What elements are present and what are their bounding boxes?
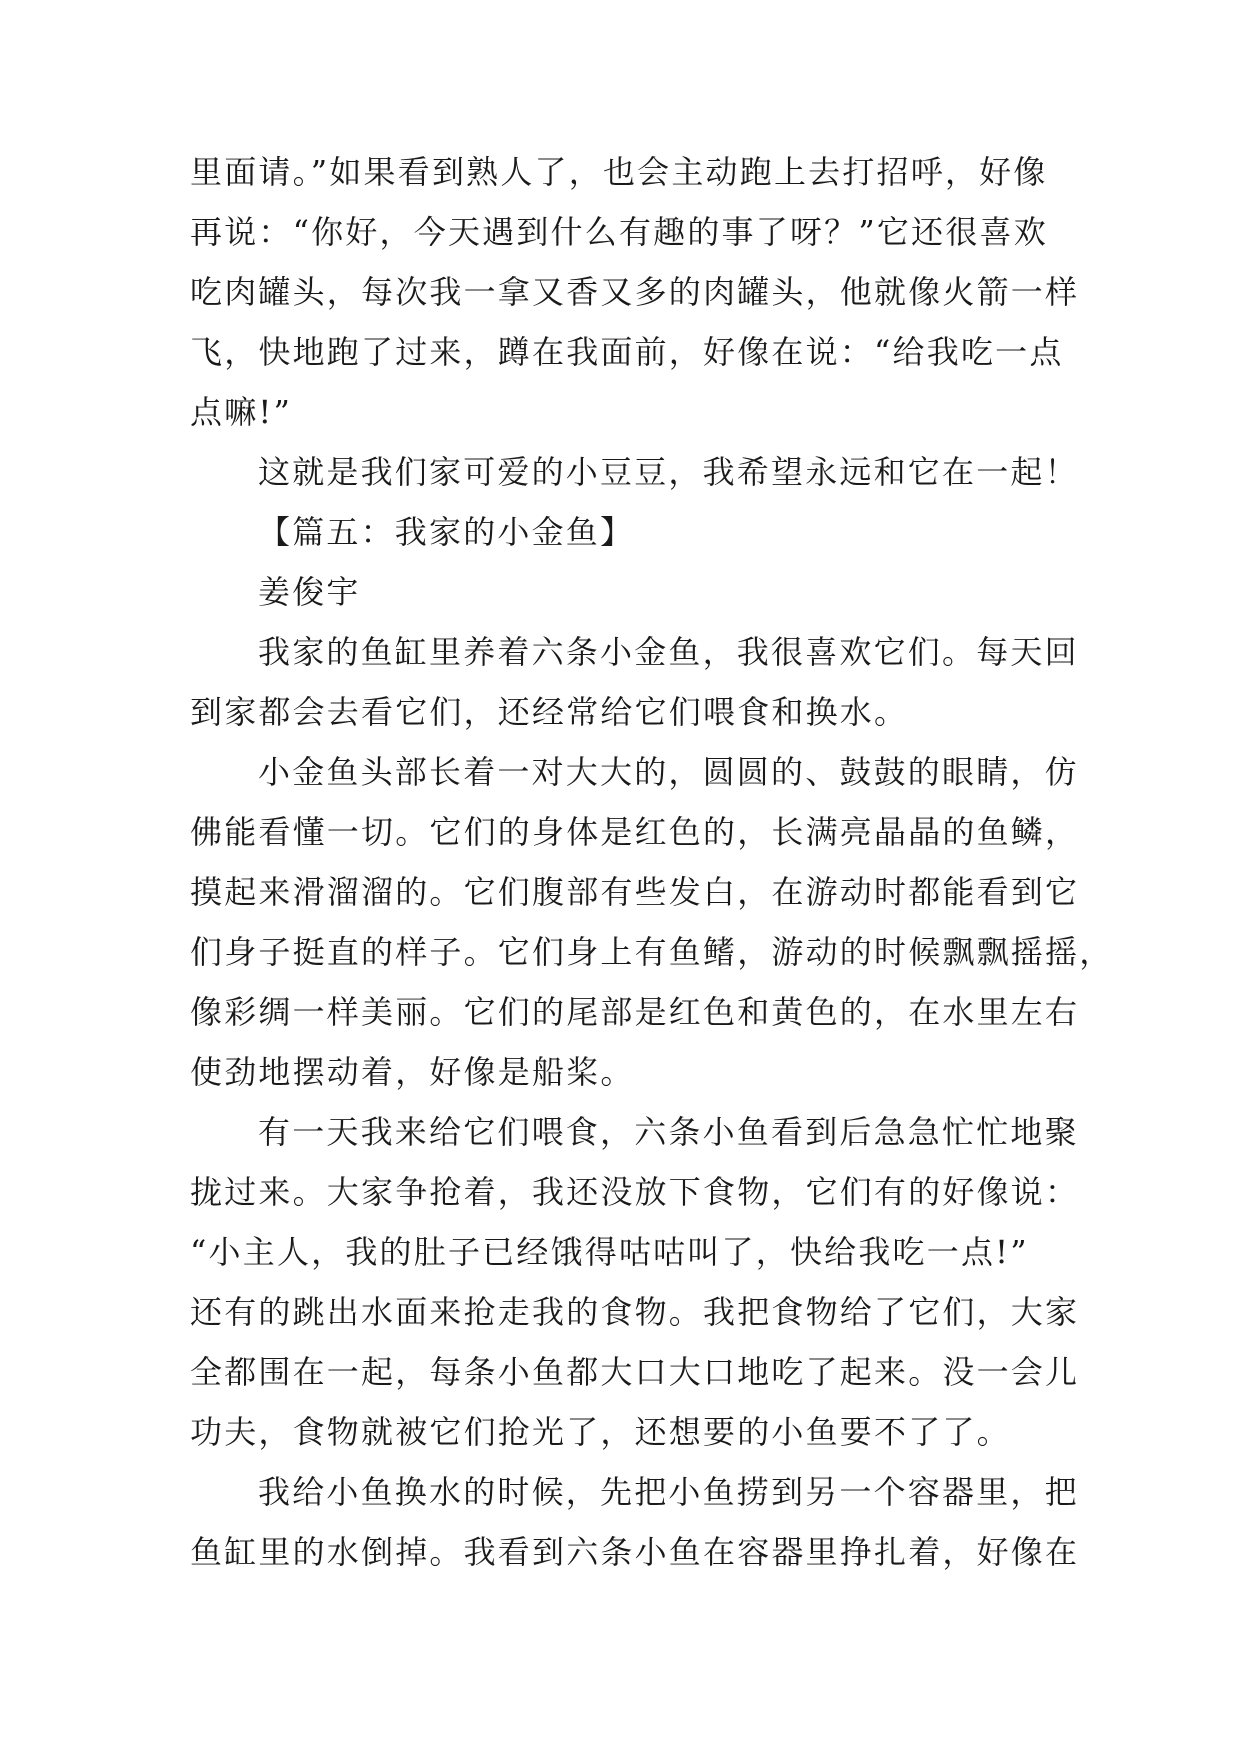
paragraph-line: 小金鱼头部长着一对大大的，圆圆的、鼓鼓的眼睛，仿: [258, 753, 1079, 791]
paragraph-line: 摸起来滑溜溜的。它们腹部有些发白，在游动时都能看到它: [190, 873, 1080, 911]
paragraph-line: 我给小鱼换水的时候，先把小鱼捞到另一个容器里，把: [258, 1473, 1079, 1511]
paragraph-line: 拢过来。大家争抢着，我还没放下食物，它们有的好像说：: [190, 1173, 1080, 1211]
author-name: 姜俊宇: [258, 573, 361, 611]
paragraph-line: 全都围在一起，每条小鱼都大口大口地吃了起来。没一会儿: [190, 1353, 1080, 1391]
paragraph-line: 们身子挺直的样子。它们身上有鱼鳍，游动的时候飘飘摇摇，: [190, 933, 1114, 971]
paragraph-line: 到家都会去看它们，还经常给它们喂食和换水。: [190, 693, 909, 731]
paragraph-line: 鱼缸里的水倒掉。我看到六条小鱼在容器里挣扎着，好像在: [190, 1533, 1080, 1571]
paragraph-line: 佛能看懂一切。它们的身体是红色的，长满亮晶晶的鱼鳞，: [190, 813, 1080, 851]
paragraph-line: “小主人，我的肚子已经饿得咕咕叫了，快给我吃一点!”: [190, 1233, 1029, 1271]
paragraph-line: 吃肉罐头，每次我一拿又香又多的肉罐头，他就像火箭一样: [190, 273, 1080, 311]
paragraph-line: 里面请。”如果看到熟人了，也会主动跑上去打招呼，好像: [190, 153, 1048, 191]
paragraph-line: 像彩绸一样美丽。它们的尾部是红色和黄色的，在水里左右: [190, 993, 1080, 1031]
paragraph-line: 还有的跳出水面来抢走我的食物。我把食物给了它们，大家: [190, 1293, 1080, 1331]
paragraph-line: 再说：“你好，今天遇到什么有趣的事了呀？”它还很喜欢: [190, 213, 1048, 251]
paragraph-line: 功夫，食物就被它们抢光了，还想要的小鱼要不了了。: [190, 1413, 1011, 1451]
paragraph-line: 有一天我来给它们喂食，六条小鱼看到后急急忙忙地聚: [258, 1113, 1079, 1151]
paragraph-line: 这就是我们家可爱的小豆豆，我希望永远和它在一起！: [258, 453, 1079, 491]
paragraph-line: 使劲地摆动着，好像是船桨。: [190, 1053, 635, 1091]
paragraph-line: 我家的鱼缸里养着六条小金鱼，我很喜欢它们。每天回: [258, 633, 1079, 671]
paragraph-line: 点嘛!”: [190, 393, 293, 431]
section-heading: 【篇五：我家的小金鱼】: [258, 513, 635, 551]
paragraph-line: 飞，快地跑了过来，蹲在我面前，好像在说：“给我吃一点: [190, 333, 1064, 371]
